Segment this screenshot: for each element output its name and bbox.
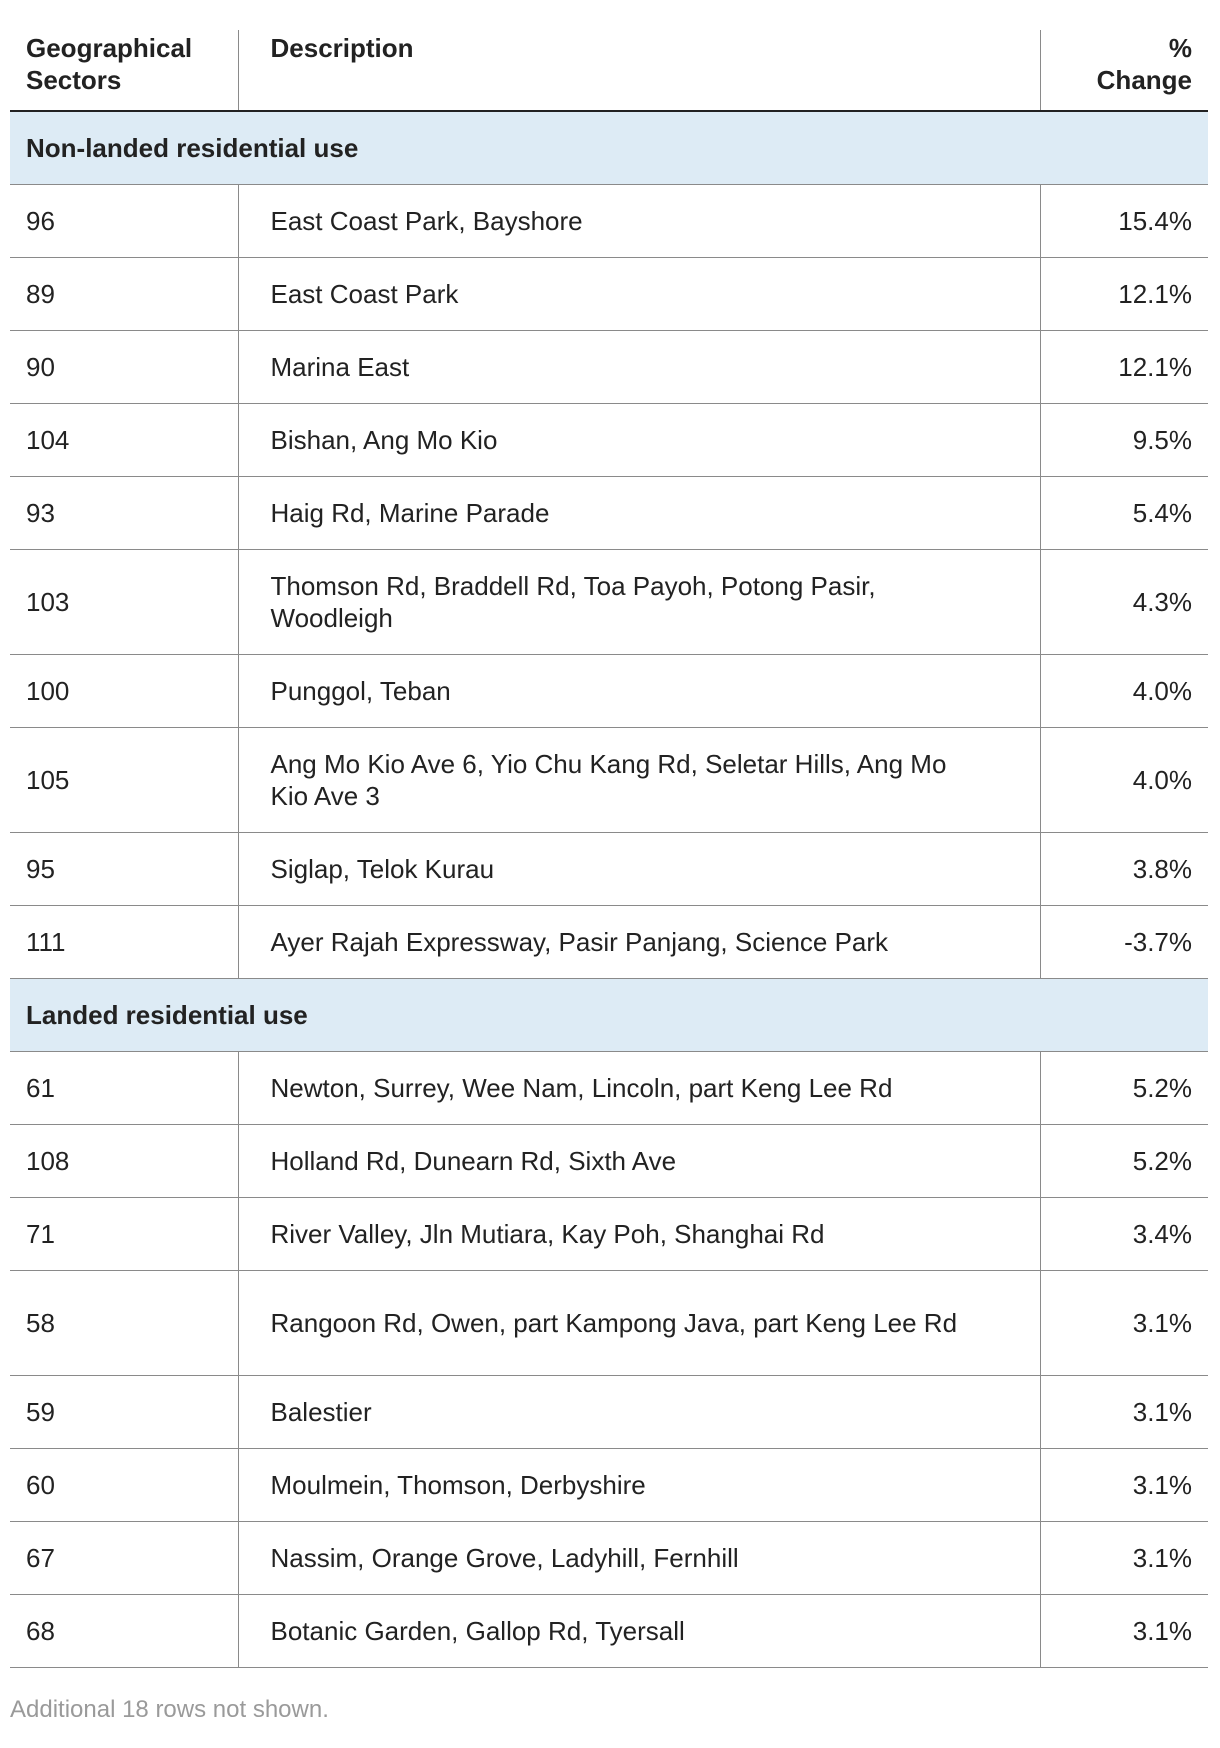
header-percent-change: [1040, 30, 1208, 111]
table-body: [10, 111, 1208, 1668]
header-description: Description: [238, 30, 1040, 111]
percent-change-cell: 3.1%: [1040, 1271, 1208, 1376]
description-cell: East Coast Park, Bayshore: [238, 185, 1040, 258]
percent-change-cell: 12.1%: [1040, 258, 1208, 331]
sector-cell: 60: [10, 1449, 238, 1522]
percent-change-cell: 5.4%: [1040, 477, 1208, 550]
sector-cell: 104: [10, 404, 238, 477]
table-row: [10, 1125, 1208, 1198]
percent-change-cell: 15.4%: [1040, 185, 1208, 258]
group-row: [10, 111, 1208, 185]
table-row: [10, 1449, 1208, 1522]
percent-change-cell: 4.0%: [1040, 655, 1208, 728]
sector-cell: 111: [10, 906, 238, 979]
sector-cell: 105: [10, 728, 238, 833]
percent-change-cell: -3.7%: [1040, 906, 1208, 979]
header-col1-line2: Sectors: [26, 65, 122, 95]
header-col3-line2: Change: [1096, 65, 1192, 95]
description-cell: East Coast Park: [238, 258, 1040, 331]
table-row: [10, 833, 1208, 906]
table-row: [10, 906, 1208, 979]
sector-cell: 103: [10, 550, 238, 655]
table-row: [10, 1522, 1208, 1595]
percent-change-cell: 3.4%: [1040, 1198, 1208, 1271]
description-cell: River Valley, Jln Mutiara, Kay Poh, Shanghai Rd: [238, 1198, 1040, 1271]
percent-change-cell: 9.5%: [1040, 404, 1208, 477]
percent-change-cell: 5.2%: [1040, 1125, 1208, 1198]
table-row: [10, 1595, 1208, 1668]
percent-change-cell: 4.0%: [1040, 728, 1208, 833]
percent-change-cell: 12.1%: [1040, 331, 1208, 404]
table-row: [10, 1052, 1208, 1125]
percent-change-cell: 3.1%: [1040, 1595, 1208, 1668]
description-cell: Balestier: [238, 1376, 1040, 1449]
header-row: [10, 30, 1208, 111]
description-cell: Bishan, Ang Mo Kio: [238, 404, 1040, 477]
table-row: [10, 477, 1208, 550]
header-col1-line1: Geographical: [26, 33, 193, 63]
table-row: [10, 1271, 1208, 1376]
description-cell: Botanic Garden, Gallop Rd, Tyersall: [238, 1595, 1040, 1668]
percent-change-cell: 3.8%: [1040, 833, 1208, 906]
sector-cell: 67: [10, 1522, 238, 1595]
group-label: Non-landed residential use: [10, 111, 1208, 185]
table-row: [10, 404, 1208, 477]
percent-change-cell: 5.2%: [1040, 1052, 1208, 1125]
description-cell: Nassim, Orange Grove, Ladyhill, Fernhill: [238, 1522, 1040, 1595]
table-row: [10, 550, 1208, 655]
data-table: [10, 30, 1208, 1668]
sector-cell: 58: [10, 1271, 238, 1376]
description-cell: Thomson Rd, Braddell Rd, Toa Payoh, Potong Pasir, Woodleigh: [238, 550, 1040, 655]
description-cell: Siglap, Telok Kurau: [238, 833, 1040, 906]
description-cell: Newton, Surrey, Wee Nam, Lincoln, part Keng Lee Rd: [238, 1052, 1040, 1125]
data-table-container: [10, 30, 1208, 1668]
percent-change-cell: 4.3%: [1040, 550, 1208, 655]
description-cell: Rangoon Rd, Owen, part Kampong Java, part Keng Lee Rd: [238, 1271, 1040, 1376]
sector-cell: 93: [10, 477, 238, 550]
table-row: [10, 728, 1208, 833]
percent-change-cell: 3.1%: [1040, 1376, 1208, 1449]
description-cell: Marina East: [238, 331, 1040, 404]
sector-cell: 90: [10, 331, 238, 404]
sector-cell: 68: [10, 1595, 238, 1668]
sector-cell: 100: [10, 655, 238, 728]
sector-cell: 95: [10, 833, 238, 906]
table-row: [10, 1376, 1208, 1449]
description-cell: Ayer Rajah Expressway, Pasir Panjang, Science Park: [238, 906, 1040, 979]
sector-cell: 89: [10, 258, 238, 331]
header-col3-line1: %: [1168, 33, 1192, 63]
table-row: [10, 185, 1208, 258]
sector-cell: 61: [10, 1052, 238, 1125]
description-cell: Holland Rd, Dunearn Rd, Sixth Ave: [238, 1125, 1040, 1198]
description-cell: Haig Rd, Marine Parade: [238, 477, 1040, 550]
description-cell: Punggol, Teban: [238, 655, 1040, 728]
footnote: Additional 18 rows not shown.: [10, 1696, 329, 1723]
sector-cell: 59: [10, 1376, 238, 1449]
description-cell: Moulmein, Thomson, Derbyshire: [238, 1449, 1040, 1522]
table-row: [10, 1198, 1208, 1271]
sector-cell: 108: [10, 1125, 238, 1198]
table-header: [10, 30, 1208, 111]
group-row: [10, 979, 1208, 1052]
sector-cell: 96: [10, 185, 238, 258]
percent-change-cell: 3.1%: [1040, 1449, 1208, 1522]
sector-cell: 71: [10, 1198, 238, 1271]
percent-change-cell: 3.1%: [1040, 1522, 1208, 1595]
table-row: [10, 655, 1208, 728]
table-row: [10, 331, 1208, 404]
group-label: Landed residential use: [10, 979, 1208, 1052]
header-geographical-sectors: [10, 30, 238, 111]
description-cell: Ang Mo Kio Ave 6, Yio Chu Kang Rd, Seletar Hills, Ang Mo Kio Ave 3: [238, 728, 1040, 833]
table-row: [10, 258, 1208, 331]
